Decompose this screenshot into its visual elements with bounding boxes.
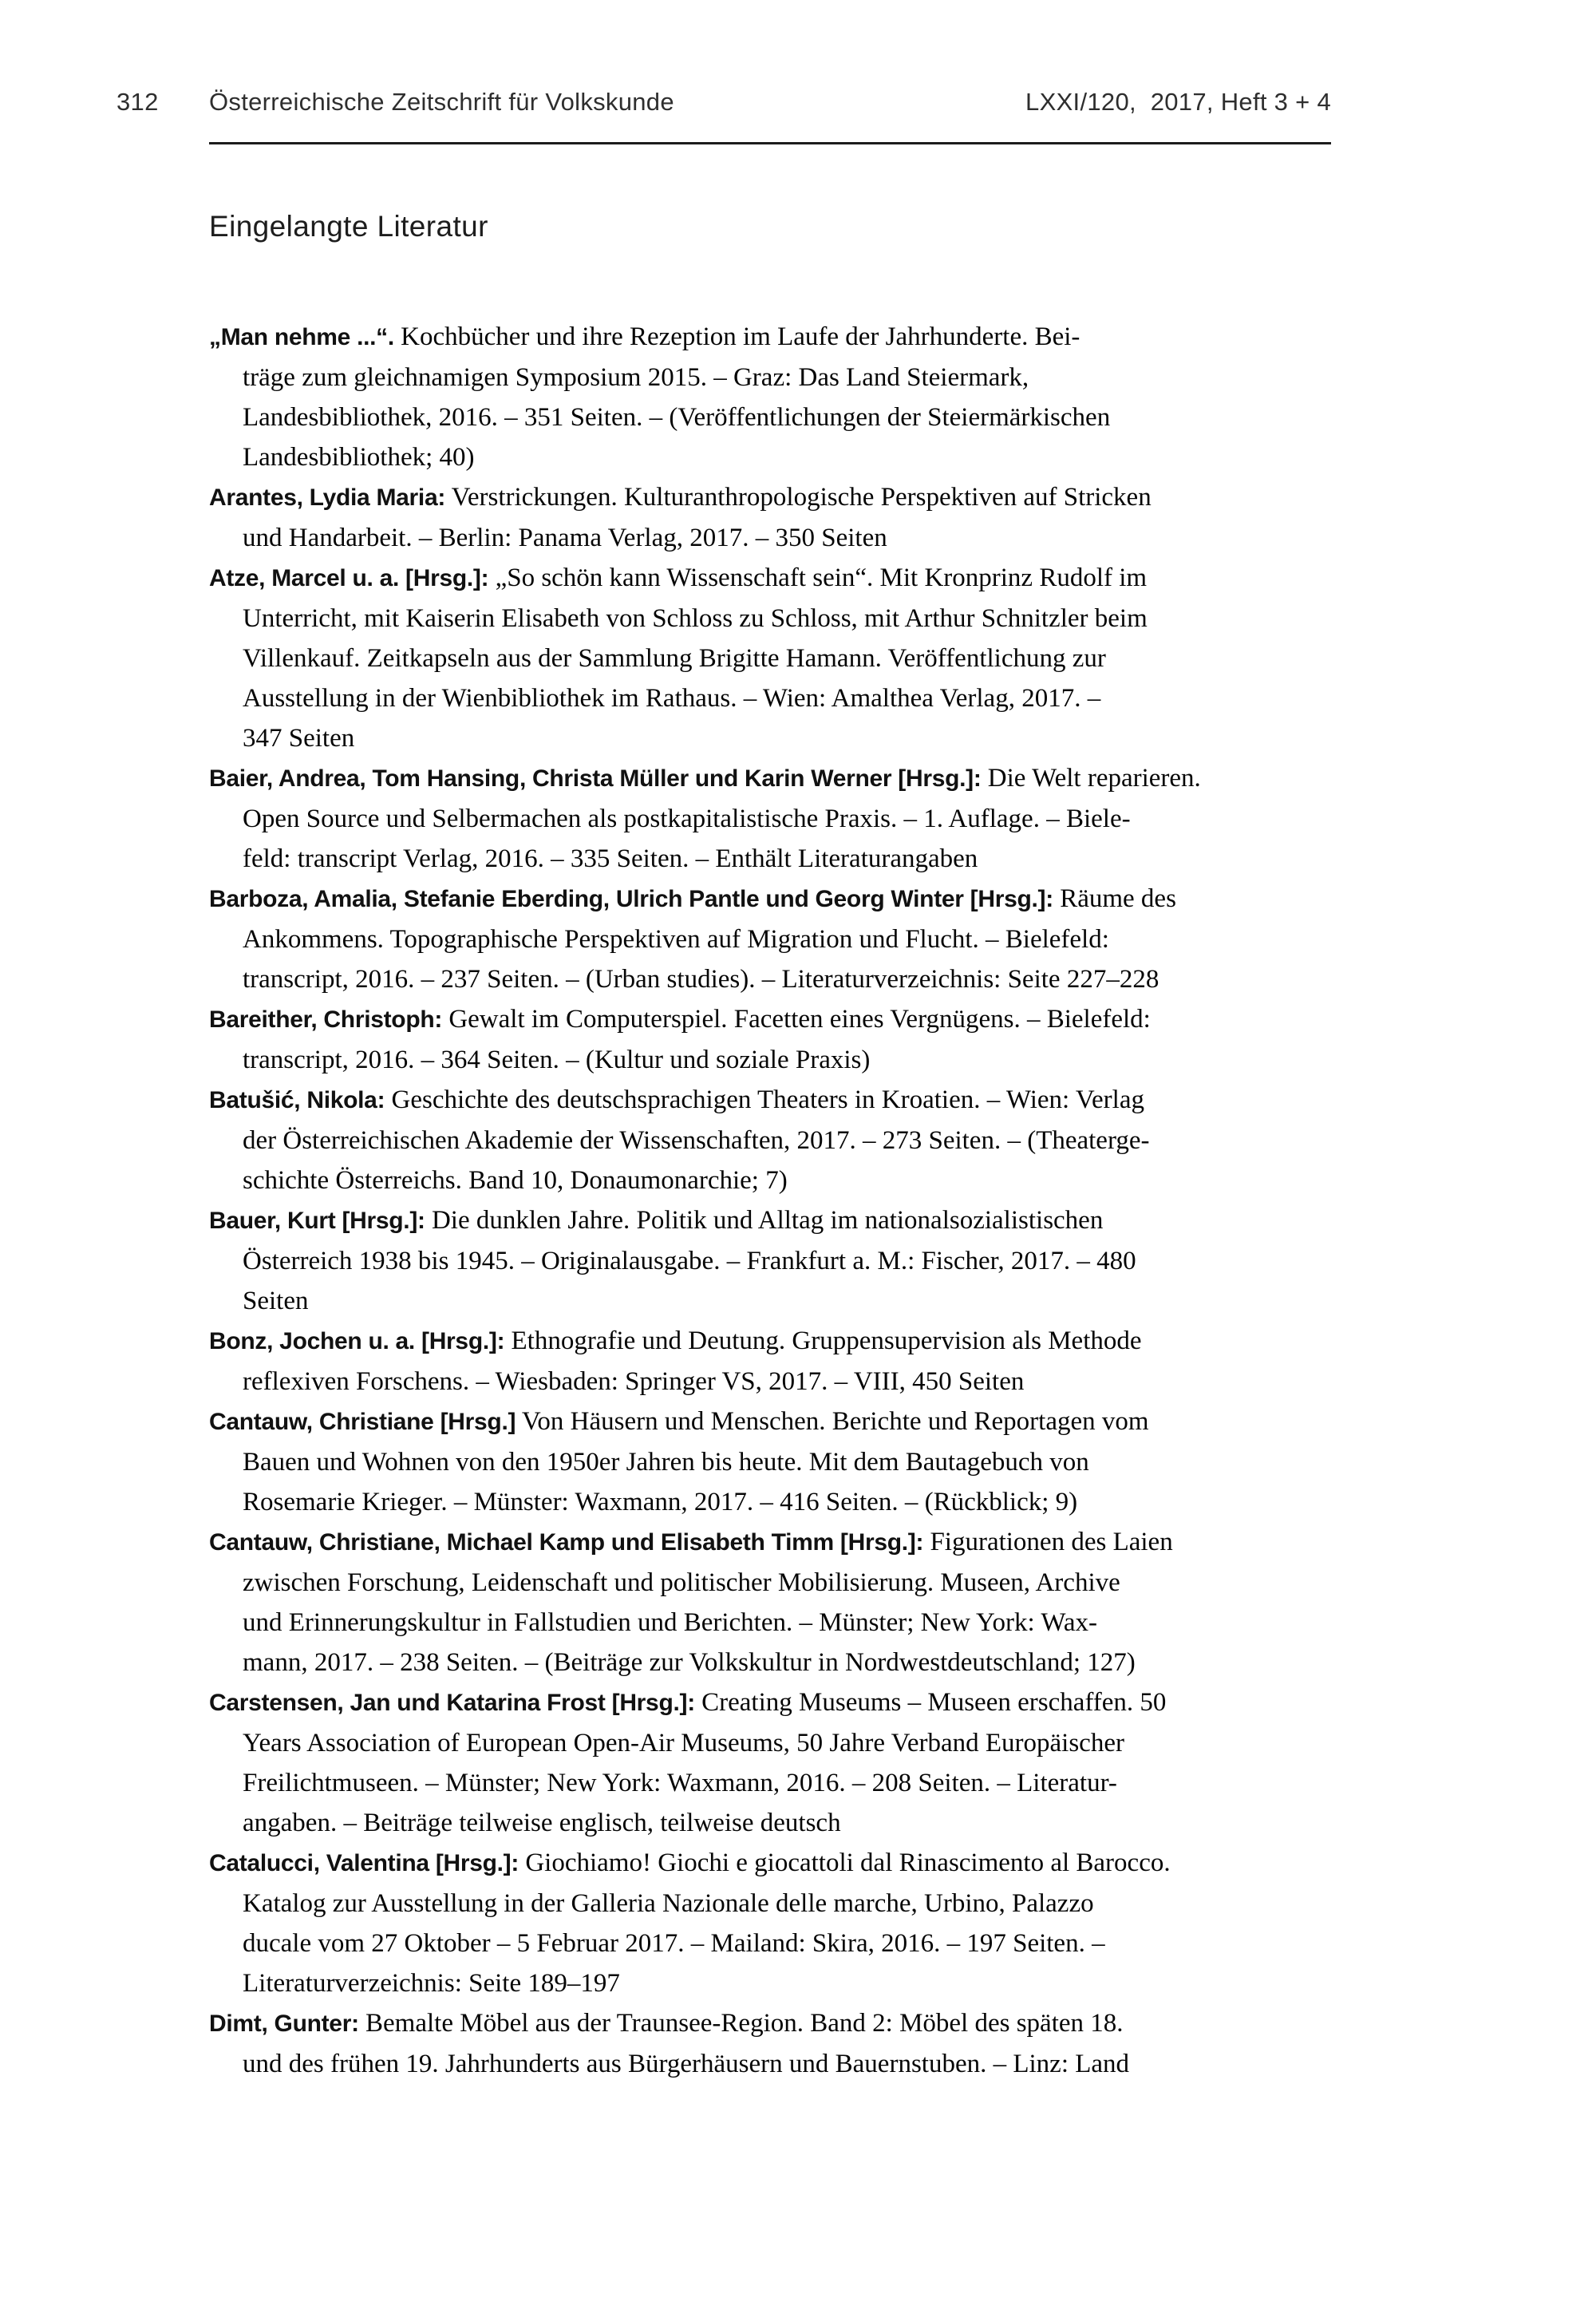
- entry-line: [209, 1200, 1342, 1241]
- entry-line: angaben. – Beiträge teilweise englisch, teilweise deutsch: [243, 1809, 841, 1837]
- page-number: 312: [117, 88, 159, 116]
- entry-line: feld: transcript Verlag, 2016. – 335 Seiten. – Enthält Literaturangaben: [243, 844, 978, 873]
- entry-title-text: Verstrickungen. Kulturanthropologische Perspektiven auf Stricken: [445, 483, 1152, 512]
- bibliography-list: [209, 317, 1342, 2084]
- entry-author-label: Cantauw, Christiane [Hrsg.]: [209, 1409, 516, 1435]
- entry-line: [209, 999, 1342, 1040]
- entry-author-label: Atze, Marcel u. a. [Hrsg.]:: [209, 565, 489, 591]
- entry-line: Landesbibliothek; 40): [243, 443, 475, 472]
- bibliography-entry: [209, 758, 1342, 879]
- entry-line: [209, 1080, 1342, 1121]
- entry-line: [209, 477, 1342, 518]
- entry-line: Years Association of European Open-Air Museums, 50 Jahre Verband Europäischer: [243, 1729, 1124, 1757]
- entry-line: [209, 317, 1342, 358]
- entry-author-label: Carstensen, Jan und Katarina Frost [Hrsg.]:: [209, 1690, 695, 1716]
- entry-line: Freilichtmuseen. – Münster; New York: Waxmann, 2016. – 208 Seiten. – Literatur-: [243, 1769, 1117, 1797]
- bibliography-entry: [209, 999, 1342, 1080]
- entry-line: reflexiven Forschens. – Wiesbaden: Springer VS, 2017. – VIII, 450 Seiten: [243, 1367, 1025, 1396]
- entry-line: Villenkauf. Zeitkapseln aus der Sammlung Brigitte Hamann. Veröffentlichung zur: [243, 644, 1106, 673]
- entry-line: ducale vom 27 Oktober – 5 Februar 2017. – Mailand: Skira, 2016. – 197 Seiten. –: [243, 1929, 1105, 1958]
- entry-line: [209, 1321, 1342, 1362]
- entry-author-label: Arantes, Lydia Maria:: [209, 484, 446, 511]
- entry-title-text: Von Häusern und Menschen. Berichte und Reportagen vom: [516, 1407, 1149, 1436]
- entry-author-label: Baier, Andrea, Tom Hansing, Christa Müller und Karin Werner [Hrsg.]:: [209, 765, 982, 792]
- entry-line: transcript, 2016. – 364 Seiten. – (Kultur und soziale Praxis): [243, 1046, 871, 1074]
- bibliography-entry: [209, 879, 1342, 999]
- bibliography-entry: [209, 2003, 1342, 2084]
- entry-line: zwischen Forschung, Leidenschaft und politischer Mobilisierung. Museen, Archive: [243, 1568, 1120, 1597]
- entry-title-text: „So schön kann Wissenschaft sein“. Mit Kronprinz Rudolf im: [488, 563, 1148, 592]
- bibliography-entry: [209, 1321, 1342, 1402]
- entry-line: [209, 1682, 1342, 1723]
- entry-line: Landesbibliothek, 2016. – 351 Seiten. – (Veröffentlichungen der Steiermärkischen: [243, 403, 1111, 432]
- entry-title-text: Kochbücher und ihre Rezeption im Laufe der Jahrhunderte. Bei-: [393, 322, 1080, 351]
- entry-line: [209, 758, 1342, 799]
- bibliography-entry: [209, 1522, 1342, 1682]
- entry-line: 347 Seiten: [243, 724, 355, 753]
- bibliography-entry: [209, 1682, 1342, 1843]
- entry-line: Ausstellung in der Wienbibliothek im Rathaus. – Wien: Amalthea Verlag, 2017. –: [243, 684, 1101, 713]
- bibliography-entry: [209, 1080, 1342, 1200]
- entry-author-label: Cantauw, Christiane, Michael Kamp und Elisabeth Timm [Hrsg.]:: [209, 1529, 924, 1556]
- entry-line: [209, 879, 1342, 919]
- bibliography-entry: [209, 477, 1342, 558]
- entry-line: Katalog zur Ausstellung in der Galleria Nazionale delle marche, Urbino, Palazzo: [243, 1889, 1094, 1918]
- entry-line: und Handarbeit. – Berlin: Panama Verlag, 2017. – 350 Seiten: [243, 524, 887, 552]
- entry-line: Unterricht, mit Kaiserin Elisabeth von Schloss zu Schloss, mit Arthur Schnitzler beim: [243, 604, 1148, 633]
- entry-author-label: Barboza, Amalia, Stefanie Eberding, Ulrich Pantle und Georg Winter [Hrsg.]:: [209, 886, 1053, 912]
- header-rule: [209, 142, 1331, 144]
- running-head: [117, 88, 1331, 117]
- entry-title-text: Die Welt reparieren.: [981, 764, 1201, 793]
- entry-title-text: Gewalt im Computerspiel. Facetten eines Vergnügens. – Bielefeld:: [442, 1005, 1151, 1034]
- entry-title-text: Figurationen des Laien: [923, 1528, 1173, 1556]
- section-title: Eingelangte Literatur: [209, 210, 488, 243]
- entry-title-text: Geschichte des deutschsprachigen Theaters in Kroatien. – Wien: Verlag: [385, 1085, 1144, 1114]
- journal-title: Österreichische Zeitschrift für Volkskunde: [209, 88, 674, 116]
- entry-title-text: Räume des: [1053, 884, 1176, 913]
- entry-author-label: Catalucci, Valentina [Hrsg.]:: [209, 1850, 519, 1876]
- entry-line: transcript, 2016. – 237 Seiten. – (Urban studies). – Literaturverzeichnis: Seite 227–228: [243, 965, 1159, 994]
- bibliography-entry: [209, 317, 1342, 477]
- entry-line: [209, 558, 1342, 599]
- entry-line: Open Source und Selbermachen als postkapitalistische Praxis. – 1. Auflage. – Biele-: [243, 805, 1131, 833]
- entry-line: Rosemarie Krieger. – Münster: Waxmann, 2017. – 416 Seiten. – (Rückblick; 9): [243, 1488, 1078, 1516]
- entry-line: der Österreichischen Akademie der Wissenschaften, 2017. – 273 Seiten. – (Theaterge-: [243, 1126, 1150, 1155]
- entry-author-label: „Man nehme ...“.: [209, 324, 394, 350]
- entry-title-text: Creating Museums – Museen erschaffen. 50: [694, 1688, 1167, 1717]
- entry-title-text: Ethnografie und Deutung. Gruppensupervision als Methode: [504, 1326, 1142, 1355]
- entry-line: träge zum gleichnamigen Symposium 2015. – Graz: Das Land Steiermark,: [243, 363, 1029, 392]
- entry-author-label: Bareither, Christoph:: [209, 1006, 443, 1033]
- entry-line: [209, 1843, 1342, 1884]
- entry-line: Österreich 1938 bis 1945. – Originalausgabe. – Frankfurt a. M.: Fischer, 2017. – 480: [243, 1247, 1136, 1275]
- entry-title-text: Die dunklen Jahre. Politik und Alltag im nationalsozialistischen: [425, 1206, 1104, 1235]
- entry-title-text: Giochiamo! Giochi e giocattoli dal Rinascimento al Barocco.: [519, 1848, 1171, 1877]
- entry-line: schichte Österreichs. Band 10, Donaumonarchie; 7): [243, 1166, 788, 1195]
- entry-line: und des frühen 19. Jahrhunderts aus Bürgerhäusern und Bauernstuben. – Linz: Land: [243, 2050, 1130, 2078]
- entry-line: [209, 2003, 1342, 2044]
- entry-line: Bauen und Wohnen von den 1950er Jahren bis heute. Mit dem Bautagebuch von: [243, 1448, 1089, 1477]
- entry-line: und Erinnerungskultur in Fallstudien und Berichten. – Münster; New York: Wax-: [243, 1608, 1097, 1637]
- entry-title-text: Bemalte Möbel aus der Traunsee-Region. Band 2: Möbel des späten 18.: [358, 2009, 1124, 2038]
- entry-author-label: Batušić, Nikola:: [209, 1087, 385, 1113]
- entry-line: Seiten: [243, 1287, 309, 1315]
- bibliography-entry: [209, 1843, 1342, 2003]
- entry-author-label: Bauer, Kurt [Hrsg.]:: [209, 1208, 425, 1234]
- entry-line: [209, 1402, 1342, 1442]
- bibliography-entry: [209, 558, 1342, 758]
- entry-line: Literaturverzeichnis: Seite 189–197: [243, 1969, 620, 1998]
- entry-line: Ankommens. Topographische Perspektiven auf Migration und Flucht. – Bielefeld:: [243, 925, 1109, 954]
- bibliography-entry: [209, 1200, 1342, 1321]
- entry-line: [209, 1522, 1342, 1563]
- entry-author-label: Bonz, Jochen u. a. [Hrsg.]:: [209, 1328, 505, 1354]
- entry-author-label: Dimt, Gunter:: [209, 2010, 359, 2037]
- bibliography-entry: [209, 1402, 1342, 1522]
- entry-line: mann, 2017. – 238 Seiten. – (Beiträge zur Volkskultur in Nordwestdeutschland; 127): [243, 1648, 1136, 1677]
- issue-info: LXXI/120, 2017, Heft 3 + 4: [1025, 88, 1331, 116]
